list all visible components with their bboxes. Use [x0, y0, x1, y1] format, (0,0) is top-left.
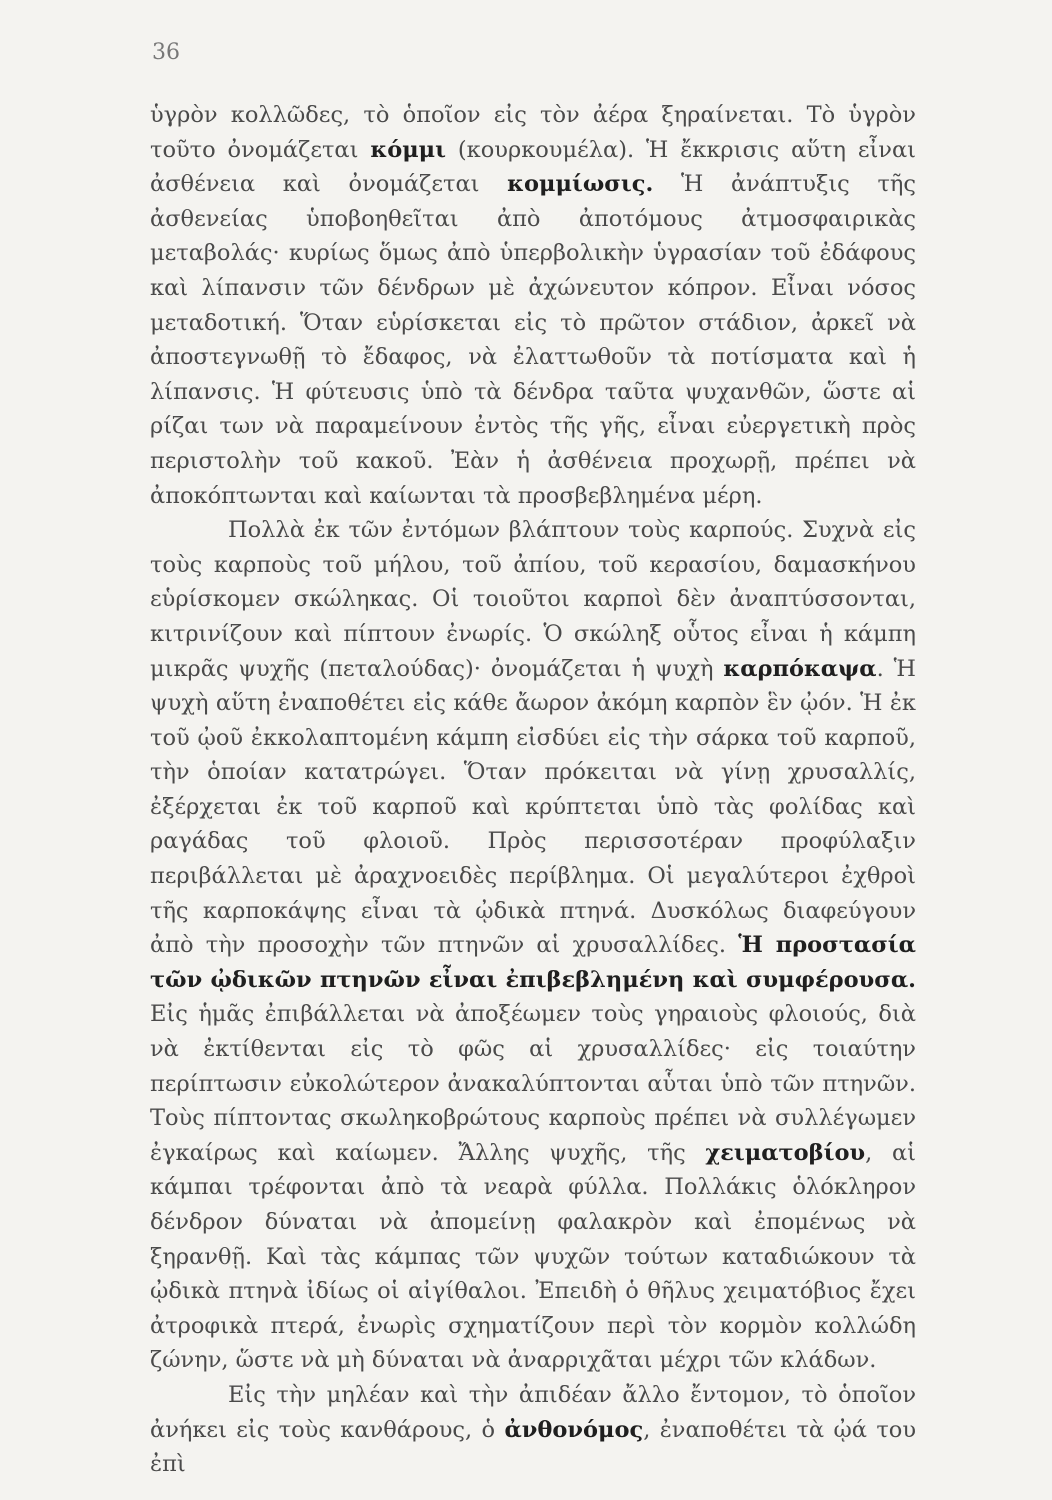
- bold-term: χειματοβίου: [705, 1139, 866, 1166]
- bold-term: κομμίωσις.: [507, 171, 654, 198]
- text-segment: (κουρκουμέλα). Ἡ ἔκκρισις αὕτη εἶναι ἀσθένεια καὶ ὀνομάζεται: [150, 136, 916, 198]
- text-segment: Ἡ ἀνάπτυξις τῆς ἀσθενείας ὑποβοηθεῖται ἀπὸ ἀποτόμους ἀτμοσφαιρικὰς μεταβολάς· κυρίως ὅμως ἀπὸ ὑπερβολικὴν ὑγρασίαν τοῦ ἐδάφους καὶ λίπανσιν τῶν δένδρων μὲ ἀχώνευτον κόπρον. Εἶναι νόσος μεταδοτική. Ὅταν εὑρίσκεται εἰς τὸ πρῶτον στάδιον, ἀρκεῖ νὰ ἀποστεγνωθῇ τὸ ἔδαφος, νὰ ἐλαττωθοῦν τὰ ποτίσματα καὶ ἡ λίπανσις. Ἡ φύτευσις ὑπὸ τὰ δένδρα ταῦτα ψυχανθῶν, ὥστε αἱ ρίζαι των νὰ παραμείνουν ἐντὸς τῆς γῆς, εἶναι εὐεργετικὴ πρὸς περιστολὴν τοῦ κακοῦ. Ἐὰν ἡ ἀσθένεια προχωρῇ, πρέπει νὰ ἀποκόπτωνται καὶ καίωνται τὰ προσβεβλημένα μέρη.: [150, 171, 917, 509]
- bold-term: κόμμι: [370, 136, 447, 163]
- page-number: 36: [152, 40, 180, 65]
- bold-term: Ἡ προστασία τῶν ᾠδικῶν πτηνῶν εἶναι ἐπιβεβλημένη καὶ συμφέρουσα.: [150, 932, 916, 993]
- bold-term: ἀνθονόμος: [504, 1416, 644, 1443]
- text-segment: Πολλὰ ἐκ τῶν ἐντόμων βλάπτουν τοὺς καρπούς. Συχνὰ εἰς τοὺς καρποὺς τοῦ μήλου, τοῦ ἀπίου, τοῦ κερασίου, δαμασκήνου εὑρίσκομεν σκώληκας. Οἱ τοιοῦτοι καρποὶ δὲν ἀναπτύσσονται, κιτρινίζουν καὶ πίπτουν ἐνωρίς. Ὁ σκώληξ οὗτος εἶναι ἡ κάμπη μικρᾶς ψυχῆς (πεταλούδας)· ὀνομάζεται ἡ ψυχὴ: [150, 517, 916, 682]
- body-text: [150, 98, 916, 1482]
- text-segment: ὑγρὸν κολλῶδες, τὸ ὁποῖον εἰς τὸν ἀέρα ξηραίνεται. Τὸ ὑγρὸν τοῦτο ὀνομάζεται: [150, 102, 916, 163]
- text-segment: Εἰς ἡμᾶς ἐπιβάλλεται νὰ ἀποξέωμεν τοὺς γηραιοὺς φλοιούς, διὰ νὰ ἐκτίθενται εἰς τὸ φῶς αἱ χρυσαλλίδες· εἰς τοιαύτην περίπτωσιν εὐκολώτερον ἀνακαλύπτονται αὗται ὑπὸ τῶν πτηνῶν. Τοὺς πίπτοντας σκωληκοβρώτους καρποὺς πρέπει νὰ συλλέγωμεν ἐγκαίρως καὶ καίωμεν. Ἄλλης ψυχῆς, τῆς: [150, 1001, 916, 1166]
- text-segment: , αἱ κάμπαι τρέφονται ἀπὸ τὰ νεαρὰ φύλλα. Πολλάκις ὁλόκληρον δένδρον δύναται νὰ ἀπομείνῃ φαλακρὸν καὶ ἐπομένως νὰ ξηρανθῇ. Καὶ τὰς κάμπας τῶν ψυχῶν τούτων καταδιώκουν τὰ ᾠδικὰ πτηνὰ ἰδίως οἱ αἰγίθαλοι. Ἐπειδὴ ὁ θῆλυς χειματόβιος ἔχει ἀτροφικὰ πτερά, ἐνωρὶς σχηματίζουν περὶ τὸν κορμὸν κολλώδη ζώνην, ὥστε νὰ μὴ δύναται νὰ ἀναρριχᾶται μέχρι τῶν κλάδων.: [150, 1139, 917, 1374]
- bold-term: καρπόκαψα: [723, 655, 877, 682]
- text-segment: , ἐναποθέτει τὰ ᾠά του ἐπὶ: [150, 1416, 917, 1478]
- paragraph: [150, 513, 916, 1378]
- paragraph: [150, 98, 916, 513]
- text-segment: . Ἡ ψυχὴ αὕτη ἐναποθέτει εἰς κάθε ἄωρον ἀκόμη καρπὸν ἓν ᾠόν. Ἡ ἐκ τοῦ ᾠοῦ ἐκκολαπτομένη κάμπη εἰσδύει εἰς τὴν σάρκα τοῦ καρποῦ, τὴν ὁποίαν κατατρώγει. Ὅταν πρόκειται νὰ γίνῃ χρυσαλλίς, ἐξέρχεται ἐκ τοῦ καρποῦ καὶ κρύπτεται ὑπὸ τὰς φολίδας καὶ ραγάδας τοῦ φλοιοῦ. Πρὸς περισσοτέραν προφύλαξιν περιβάλλεται μὲ ἀραχνοειδὲς περίβλημα. Οἱ μεγαλύτεροι ἐχθροὶ τῆς καρποκάψης εἶναι τὰ ᾠδικὰ πτηνά. Δυσκόλως διαφεύγουν ἀπὸ τὴν προσοχὴν τῶν πτηνῶν αἱ χρυσαλλίδες.: [150, 655, 916, 959]
- paragraph: [150, 1378, 916, 1482]
- text-segment: Εἰς τὴν μηλέαν καὶ τὴν ἀπιδέαν ἄλλο ἔντομον, τὸ ὁποῖον ἀνήκει εἰς τοὺς κανθάρους, ὁ: [150, 1381, 916, 1443]
